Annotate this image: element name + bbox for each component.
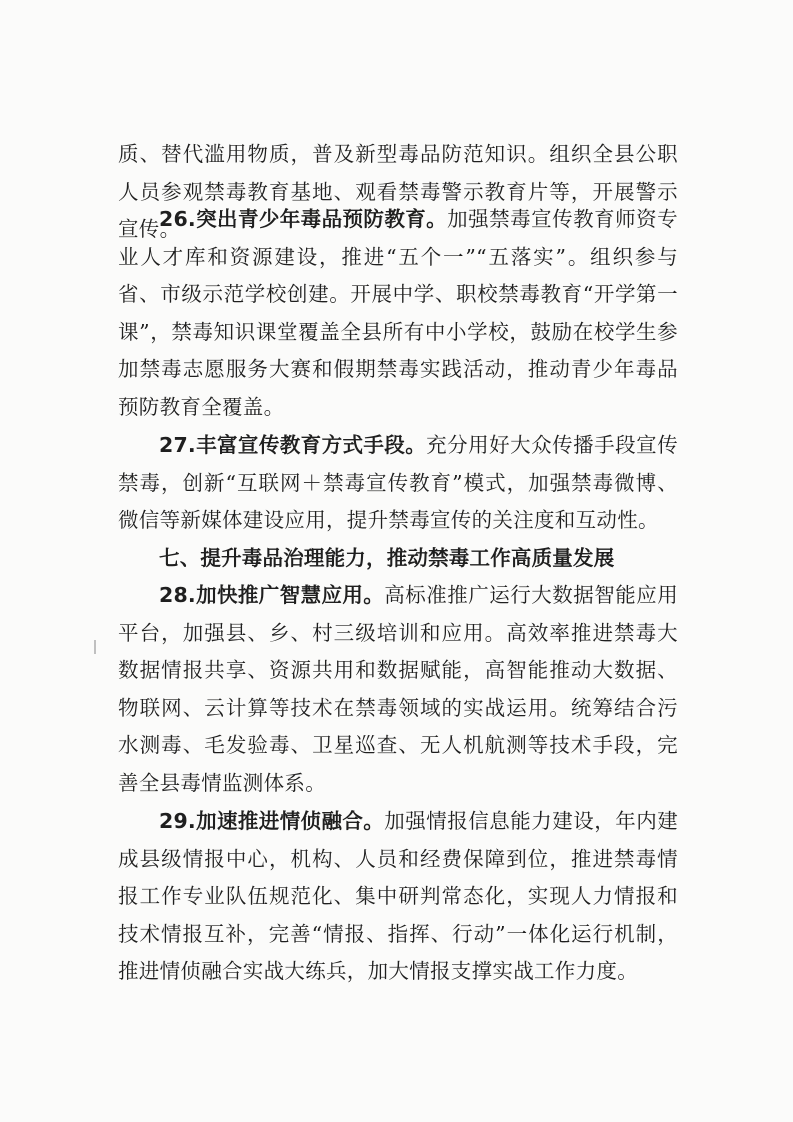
section-7-heading: 七、提升毒品治理能力，推动禁毒工作高质量发展 [159,546,615,570]
item-26-lead: 26.突出青少年毒品预防教育。 [159,207,448,231]
scan-artifact-mark [94,640,96,654]
item-28-body: 高标准推广运行大数据智能应用平台，加强县、乡、村三级培训和应用。高效率推进禁毒大数据情报共享、资源共用和数据赋能，高智能推动大数据、物联网、云计算等技术在禁毒领域的实战运用。统筹结合污水测毒、毛发验毒、卫星巡查、无人机航测等技术手段，完善全县毒情监测体系。 [118,583,679,795]
item-29-body: 加强情报信息能力建设，年内建成县级情报中心，机构、人员和经费保障到位，推进禁毒情报工作专业队伍规范化、集中研判常态化，实现人力情报和技术情报互补，完善“情报、指挥、行动”一体化运行机制，推进情侦融合实战大练兵，加大情报支撑实战工作力度。 [118,809,679,984]
item-28-lead: 28.加快推广智慧应用。 [159,583,385,607]
item-28-paragraph [118,577,678,803]
item-27-block [118,427,678,540]
item-27-body: 充分用好大众传播手段宣传禁毒，创新“互联网＋禁毒宣传教育”模式，加强禁毒微博、微信等新媒体建设应用，提升禁毒宣传的关注度和互动性。 [118,433,678,533]
item-27-lead: 27.丰富宣传教育方式手段。 [159,433,427,457]
item-29-paragraph [118,803,678,991]
item-26-block [118,201,678,427]
item-29-lead: 29.加速推进情侦融合。 [159,809,385,833]
section-7-block [118,540,678,578]
item-26-paragraph [118,201,678,427]
continuation-paragraph: 质、替代滥用物质，普及新型毒品防范知识。组织全县公职人员参观禁毒教育基地、观看禁毒警示教育片等，开展警示宣传。 [118,142,678,242]
item-26-body: 加强禁毒宣传教育师资专业人才库和资源建设，推进“五个一”“五落实”。组织参与省、市级示范学校创建。开展中学、职校禁毒教育“开学第一课”，禁毒知识课堂覆盖全县所有中小学校，鼓励在校学生参加禁毒志愿服务大赛和假期禁毒实践活动，推动青少年毒品预防教育全覆盖。 [118,207,678,419]
item-29-block [118,803,678,991]
item-27-paragraph [118,427,678,540]
item-28-block [118,577,678,803]
